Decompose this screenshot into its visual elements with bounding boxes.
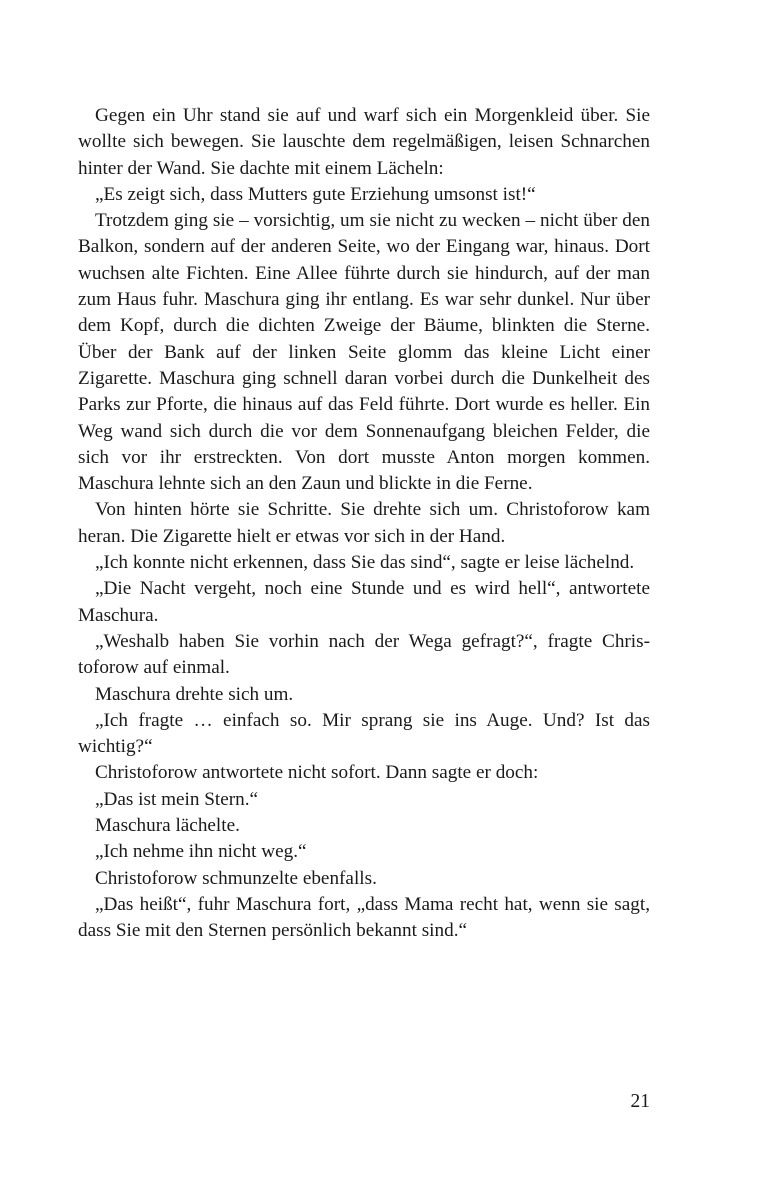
paragraph: „Weshalb haben Sie vorhin nach der Wega gefragt?“, fragte Christoforow auf einmal. bbox=[78, 630, 650, 679]
paragraph: „Das heißt“, fuhr Maschura fort, „dass Mama recht hat, wenn sie sagt, dass Sie mit den Sternen persönlich bekannt sind.“ bbox=[78, 893, 650, 942]
paragraph: Maschura drehte sich um. bbox=[95, 683, 294, 705]
paragraph: „Es zeigt sich, dass Mutters gute Erziehung umsonst ist!“ bbox=[95, 183, 536, 205]
paragraph: Von hinten hörte sie Schritte. Sie drehte sich um. Christoforow kam heran. Die Zigarette hielt er etwas vor sich in der Hand. bbox=[78, 499, 650, 547]
paragraph: „Ich konnte nicht erkennen, dass Sie das sind“, sagte er leise lächelnd. bbox=[95, 552, 635, 574]
paragraph: „Das ist mein Stern.“ bbox=[95, 788, 259, 810]
page-number: 21 bbox=[630, 1091, 650, 1112]
paragraph: Trotzdem ging sie – vorsichtig, um sie nicht zu wecken – nicht über den Balkon, sondern auf der anderen Seite, wo der Eingang war, hinaus. Dort wuchsen alte Fichten. Eine Allee führte durch sie hindurch, auf der man zum Haus fuhr. Maschura ging ihr entlang. Es war sehr dunkel. Nur über dem Kopf, durch die dichten Zweige der Bäume, blinkten die Sterne. Über der Bank auf der linken Seite glomm das kleine Licht einer Zigarette. Maschura ging schnell daran vorbei durch die Dunkelheit des Parks zur Pforte, die hinaus auf das Feld führte. Dort wurde es heller. Ein Weg wand sich durch die vor dem Sonnenaufgang bleichen Felder, die sich vor ihr erstreckten. Von dort musste Anton morgen kommen. Maschura lehnte sich an den Zaun und blickte in die Ferne. bbox=[78, 210, 650, 495]
paragraph: Gegen ein Uhr stand sie auf und warf sich ein Morgenkleid über. Sie wollte sich bewegen. Sie lauschte dem regelmäßigen, leisen Schnarchen hinter der Wand. Sie dachte mit einem Lächeln: bbox=[78, 105, 650, 179]
paragraph: „Ich nehme ihn nicht weg.“ bbox=[95, 841, 307, 863]
paragraph: „Die Nacht vergeht, noch eine Stunde und es wird hell“, antwortete Maschura. bbox=[78, 578, 650, 626]
paragraph: Maschura lächelte. bbox=[95, 815, 240, 837]
paragraph: „Ich fragte … einfach so. Mir sprang sie ins Auge. Und? Ist das wichtig?“ bbox=[78, 709, 650, 758]
page-body bbox=[78, 103, 650, 945]
paragraph: Christoforow schmunzelte ebenfalls. bbox=[95, 867, 377, 889]
paragraph: Christoforow antwortete nicht sofort. Dann sagte er doch: bbox=[95, 762, 539, 784]
